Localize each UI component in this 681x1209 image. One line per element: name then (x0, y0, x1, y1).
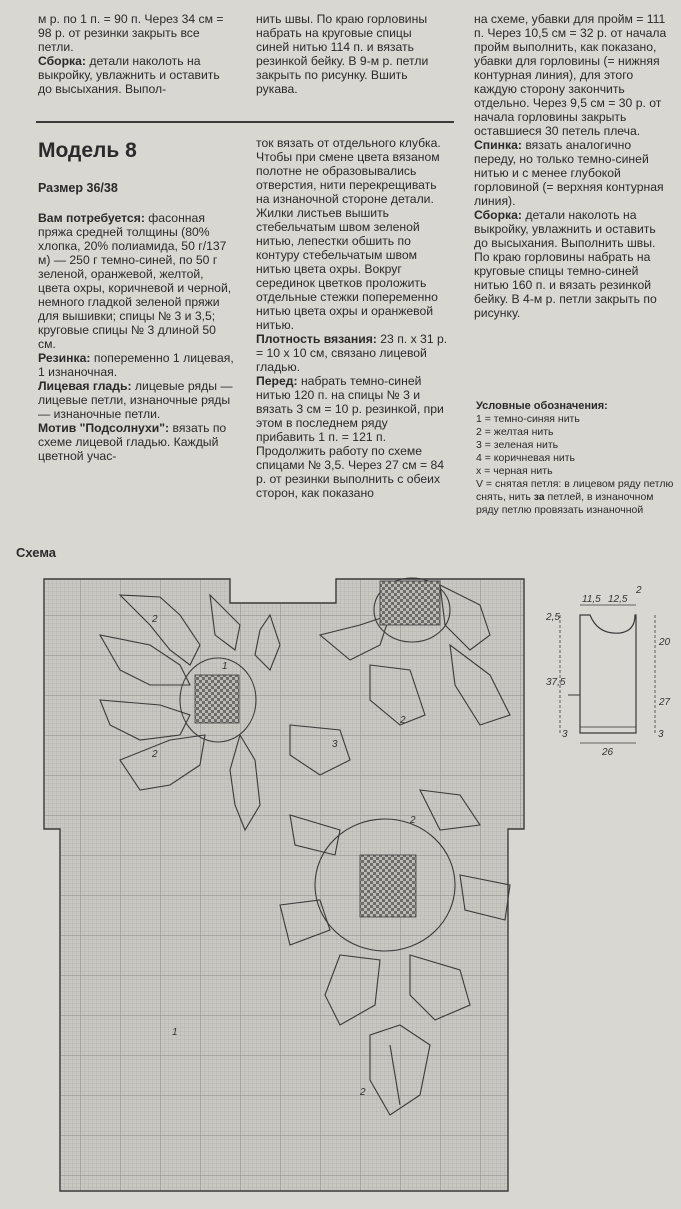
chart-label-1: 1 (172, 1027, 178, 1038)
front-text: набрать темно-синей нитью 120 п. на спицы № 3 и вязать 3 см = 10 р. резинкой, при этом в последнем ряду прибавить 1 п. = 121 п. Продолжить работу по схеме спицами № 3,5. Через 27 см = 84 р. от резинки выполнить с обеих сторон, как показано (256, 374, 445, 500)
legend-item: 3 = зеленая нить (476, 439, 559, 451)
scheme-label: Схема (16, 545, 57, 560)
chart-label-2: 2 (152, 749, 158, 760)
sketch-top-mid: 12,5 (608, 594, 628, 605)
sketch-top-left: 11,5 (582, 594, 601, 605)
column-2 (256, 136, 448, 500)
sunflower-1-center (195, 675, 239, 723)
sketch-bottom-left: 3 (562, 729, 568, 740)
top-column-2 (256, 12, 448, 96)
model-title: Модель 8 (38, 139, 137, 162)
motif-label: Мотив "Подсолнухи": (38, 421, 170, 435)
garment-sketch (540, 585, 675, 760)
sunflower-3-center (360, 855, 416, 917)
chart-label-2: 2 (410, 815, 416, 826)
stockinette-text: лицевые ряды — лицевые петли, изнаночные ряды — изнаночные петли. (38, 379, 233, 421)
column-3 (474, 12, 668, 320)
motif-text: вязать по схеме лицевой гладью. Каждый цветной учас- (38, 421, 227, 463)
legend-slip-stitch: V = снятая петля: в лицевом ряду петлю снять, нить за петлей, в изнаночном ряду петлю провязать изнаночной (476, 478, 674, 516)
sketch-top-right: 2 (636, 585, 642, 596)
legend (476, 400, 676, 517)
sketch-bottom-right: 3 (658, 729, 664, 740)
legend-item: х = черная нить (476, 465, 553, 477)
materials-text: фасонная пряжа средней толщины (80% хлопка, 20% полиамида, 50 г/137 м) — 250 г темно-синей, по 50 г зеленой, оранжевой, желтой, цвета охры, коричневой и черной, немного гладкой зеленой пряжи для вышивки; спицы № 3 и 3,5; круговые спицы № 3 длиной 50 см. (38, 211, 232, 351)
legend-item: 1 = темно-синяя нить (476, 413, 580, 425)
back-label: Спинка: (474, 138, 522, 152)
legend-title: Условные обозначения: (476, 400, 608, 412)
chart-label-2: 2 (152, 614, 158, 625)
sketch-side-top: 2,5 (546, 612, 560, 623)
sketch-side-mid: 37,5 (546, 677, 566, 688)
chart-label-1: 1 (222, 661, 228, 672)
sunflower-2-center (380, 581, 440, 625)
top-col1-sborka-label: Сборка: (38, 54, 86, 68)
model-size: Размер 36/38 (38, 181, 118, 195)
materials-label: Вам потребуется: (38, 211, 145, 225)
density-text: 23 п. х 31 р. = 10 х 10 см, связано лицевой гладью. (256, 332, 448, 374)
col3-sborka-text: детали наколоть на выкройку, увлажнить и оставить до высыхания. Выполнить швы. По краю горловины набрать на круговые спицы темно-синей нитью 160 п. и вязать резинкой бейку. В 4-м р. петли закрыть по рисунку. (474, 208, 657, 320)
top-column-1 (38, 12, 234, 96)
density-label: Плотность вязания: (256, 332, 377, 346)
col3-p1: на схеме, убавки для пройм = 111 п. Через 10,5 см = 32 р. от начала пройм выполнить, как показано, убавки для горловины (= нижняя контурная линия), для этого каждую сторону закончить отдельно. Через 9,5 см = 30 р. от начала горловины закрыть оставшиеся 30 петель плеча. (474, 12, 667, 138)
top-col1-p1: м р. по 1 п. = 90 п. Через 34 см = 98 р. от резинки закрыть все петли. (38, 12, 224, 54)
sketch-right-top: 20 (659, 637, 671, 648)
garment-outline (580, 615, 636, 733)
stockinette-label: Лицевая гладь: (38, 379, 132, 393)
col3-sborka-label: Сборка: (474, 208, 522, 222)
chart-label-2: 2 (360, 1087, 366, 1098)
front-label: Перед: (256, 374, 298, 388)
section-divider (36, 121, 454, 123)
knitting-chart (40, 575, 530, 1195)
chart-label-3: 3 (332, 739, 338, 750)
rib-text: попеременно 1 лицевая, 1 изнаночная. (38, 351, 234, 379)
rib-label: Резинка: (38, 351, 91, 365)
column-1 (38, 211, 234, 463)
sketch-width: 26 (602, 747, 614, 758)
sketch-right-mid: 27 (659, 697, 671, 708)
back-text: вязать аналогично переду, но только темно-синей нитью и с менее глубокой горловиной (= верхняя контурная линия). (474, 138, 664, 208)
legend-item: 2 = желтая нить (476, 426, 554, 438)
top-col2-text: нить швы. По краю горловины набрать на круговые спицы синей нитью 114 п. и вязать резинкой бейку. В 9-м р. петли закрыть по рисунку. Вшить рукава. (256, 12, 429, 96)
legend-item: 4 = коричневая нить (476, 452, 576, 464)
chart-label-2: 2 (400, 715, 406, 726)
top-col1-sborka-text: детали наколоть на выкройку, увлажнить и оставить до высыхания. Выпол- (38, 54, 220, 96)
col2-p1: ток вязать от отдельного клубка. Чтобы при смене цвета вязаном полотне не образовывались отверстия, нити перекрещивать на изнаночной стороне детали. Жилки листьев вышить стебельчатым швом зеленой нитью, лепестки обшить по контуру стебельчатым швом нитью цвета охры. Вокруг серединок цветков проложить отдельные стежки попеременно нитью цвета охры и оранжевой нитью. (256, 136, 441, 332)
